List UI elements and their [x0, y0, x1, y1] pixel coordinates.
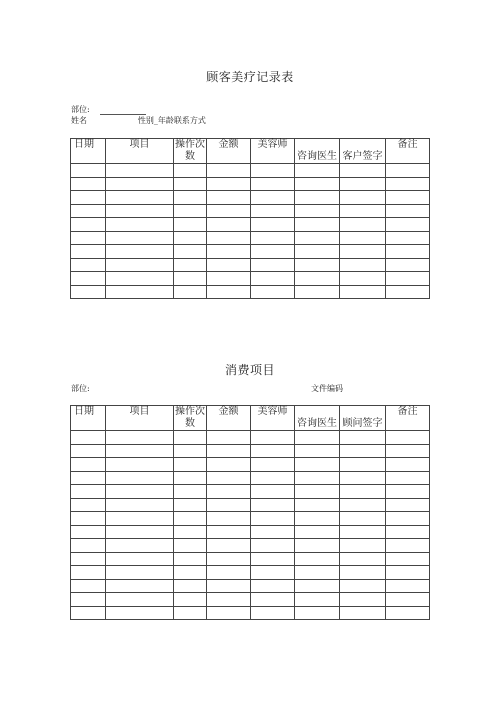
table-row — [71, 485, 430, 499]
table-cell[interactable] — [340, 579, 386, 593]
table-cell[interactable] — [340, 498, 386, 512]
table-cell[interactable] — [71, 231, 106, 245]
table-cell[interactable] — [174, 285, 207, 299]
table-row — [71, 552, 430, 566]
table-cell[interactable] — [295, 566, 340, 580]
form1-header-count: 操作次数 — [175, 139, 205, 162]
table-cell[interactable] — [71, 593, 106, 607]
table-cell[interactable] — [251, 444, 295, 458]
table-cell[interactable] — [251, 258, 295, 272]
table-cell[interactable] — [106, 606, 174, 620]
table-row — [71, 566, 430, 580]
table-cell[interactable] — [71, 566, 106, 580]
table-cell[interactable] — [340, 539, 386, 553]
form1-header-notes: 备注 — [386, 139, 430, 164]
table-cell[interactable] — [295, 485, 340, 499]
form2-header-notes: 备注 — [386, 406, 430, 431]
table-row — [71, 498, 430, 512]
table-cell[interactable] — [174, 218, 207, 232]
table-cell[interactable] — [386, 593, 430, 607]
table-cell[interactable] — [251, 164, 295, 178]
table-cell[interactable] — [174, 258, 207, 272]
table-cell[interactable] — [386, 498, 430, 512]
table-cell[interactable] — [174, 458, 207, 472]
table-cell[interactable] — [71, 431, 106, 445]
table-row — [71, 471, 430, 485]
table-row — [71, 512, 430, 526]
table-cell[interactable] — [386, 164, 430, 178]
table-cell[interactable] — [174, 191, 207, 205]
table-cell[interactable] — [295, 539, 340, 553]
table-cell[interactable] — [71, 498, 106, 512]
table-row — [71, 204, 430, 218]
table-cell[interactable] — [340, 218, 386, 232]
table-cell[interactable] — [340, 231, 386, 245]
table-cell[interactable] — [174, 539, 207, 553]
table-cell[interactable] — [295, 285, 340, 299]
table-cell[interactable] — [207, 204, 251, 218]
table-row — [71, 579, 430, 593]
form2-table — [70, 405, 430, 620]
table-cell[interactable] — [295, 231, 340, 245]
form1-header-date: 日期 — [71, 139, 106, 164]
table-cell[interactable] — [71, 606, 106, 620]
table-cell[interactable] — [251, 218, 295, 232]
table-cell[interactable] — [386, 231, 430, 245]
table-cell[interactable] — [71, 539, 106, 553]
table-cell[interactable] — [295, 471, 340, 485]
table-cell[interactable] — [207, 218, 251, 232]
table-cell[interactable] — [106, 444, 174, 458]
table-cell[interactable] — [71, 285, 106, 299]
form1-info-line: 姓名 性别_年龄联系方式 — [71, 116, 206, 125]
table-cell[interactable] — [207, 512, 251, 526]
table-row — [71, 606, 430, 620]
table-cell[interactable] — [340, 164, 386, 178]
table-cell[interactable] — [106, 431, 174, 445]
table-cell[interactable] — [340, 204, 386, 218]
table-cell[interactable] — [207, 245, 251, 259]
table-cell[interactable] — [340, 525, 386, 539]
form1-header-beautician: 美容师 — [251, 139, 295, 164]
table-cell[interactable] — [340, 431, 386, 445]
form1-header-item: 项目 — [106, 139, 174, 164]
table-cell[interactable] — [386, 272, 430, 286]
table-cell[interactable] — [340, 245, 386, 259]
table-cell[interactable] — [295, 164, 340, 178]
table-cell[interactable] — [174, 444, 207, 458]
table-cell[interactable] — [106, 177, 174, 191]
form1-header-amount: 金额 — [207, 139, 251, 164]
table-row — [71, 218, 430, 232]
table-cell[interactable] — [386, 525, 430, 539]
table-cell[interactable] — [207, 593, 251, 607]
table-row — [71, 431, 430, 445]
table-cell[interactable] — [71, 204, 106, 218]
table-cell[interactable] — [207, 498, 251, 512]
table-cell[interactable] — [251, 204, 295, 218]
table-cell[interactable] — [251, 458, 295, 472]
table-cell[interactable] — [106, 579, 174, 593]
table-cell[interactable] — [174, 593, 207, 607]
table-cell[interactable] — [340, 177, 386, 191]
table-cell[interactable] — [386, 579, 430, 593]
table-cell[interactable] — [71, 458, 106, 472]
table-cell[interactable] — [71, 272, 106, 286]
table-cell[interactable] — [386, 431, 430, 445]
form1-title: 顾客美疗记录表 — [206, 70, 294, 84]
form1-dept-line — [71, 104, 146, 115]
table-cell[interactable] — [251, 245, 295, 259]
table-cell[interactable] — [340, 471, 386, 485]
table-cell[interactable] — [386, 458, 430, 472]
table-cell[interactable] — [174, 498, 207, 512]
table-cell[interactable] — [71, 579, 106, 593]
table-cell[interactable] — [207, 431, 251, 445]
table-row — [71, 539, 430, 553]
table-cell[interactable] — [106, 498, 174, 512]
table-cell[interactable] — [207, 579, 251, 593]
table-cell[interactable] — [207, 458, 251, 472]
table-cell[interactable] — [174, 231, 207, 245]
table-cell[interactable] — [340, 272, 386, 286]
table-cell[interactable] — [106, 566, 174, 580]
table-cell[interactable] — [71, 245, 106, 259]
table-cell[interactable] — [251, 512, 295, 526]
form2-header-count: 操作次数 — [175, 406, 205, 429]
table-cell[interactable] — [71, 471, 106, 485]
table-cell[interactable] — [174, 245, 207, 259]
table-cell[interactable] — [207, 164, 251, 178]
table-cell[interactable] — [251, 177, 295, 191]
table-row — [71, 258, 430, 272]
table-cell[interactable] — [386, 606, 430, 620]
table-cell[interactable] — [174, 204, 207, 218]
table-cell[interactable] — [174, 485, 207, 499]
table-row — [71, 285, 430, 299]
table-cell[interactable] — [386, 444, 430, 458]
form2-header-item: 项目 — [106, 406, 174, 431]
table-cell[interactable] — [251, 498, 295, 512]
table-cell[interactable] — [386, 245, 430, 259]
table-cell[interactable] — [340, 606, 386, 620]
table-row — [71, 593, 430, 607]
table-row — [71, 191, 430, 205]
table-cell[interactable] — [251, 272, 295, 286]
table-cell[interactable] — [106, 525, 174, 539]
table-cell[interactable] — [295, 191, 340, 205]
table-cell[interactable] — [386, 539, 430, 553]
table-cell[interactable] — [174, 579, 207, 593]
table-cell[interactable] — [71, 218, 106, 232]
table-cell[interactable] — [106, 245, 174, 259]
table-cell[interactable] — [386, 204, 430, 218]
table-cell[interactable] — [71, 552, 106, 566]
table-cell[interactable] — [295, 272, 340, 286]
table-cell[interactable] — [295, 258, 340, 272]
table-row — [71, 272, 430, 286]
table-cell[interactable] — [295, 593, 340, 607]
table-cell[interactable] — [295, 177, 340, 191]
form2-file-code-label: 文件编码 — [311, 384, 343, 393]
table-cell[interactable] — [295, 498, 340, 512]
form2-header-date: 日期 — [71, 406, 106, 431]
table-cell[interactable] — [251, 431, 295, 445]
form1-dept-blank — [100, 106, 146, 115]
table-cell[interactable] — [251, 485, 295, 499]
table-cell[interactable] — [340, 191, 386, 205]
table-cell[interactable] — [207, 525, 251, 539]
table-cell[interactable] — [251, 539, 295, 553]
form1-table — [70, 138, 430, 299]
table-cell[interactable] — [71, 258, 106, 272]
table-cell[interactable] — [106, 231, 174, 245]
table-cell[interactable] — [340, 512, 386, 526]
table-cell[interactable] — [71, 164, 106, 178]
table-cell[interactable] — [106, 191, 174, 205]
table-cell[interactable] — [386, 177, 430, 191]
table-cell[interactable] — [251, 552, 295, 566]
table-cell[interactable] — [386, 512, 430, 526]
table-cell[interactable] — [106, 552, 174, 566]
table-cell[interactable] — [251, 566, 295, 580]
table-cell[interactable] — [174, 525, 207, 539]
table-cell[interactable] — [386, 485, 430, 499]
form1-header-row — [71, 139, 430, 164]
table-cell[interactable] — [295, 218, 340, 232]
table-cell[interactable] — [207, 258, 251, 272]
table-cell[interactable] — [295, 458, 340, 472]
table-cell[interactable] — [295, 579, 340, 593]
table-cell[interactable] — [386, 258, 430, 272]
table-cell[interactable] — [207, 566, 251, 580]
table-cell[interactable] — [106, 485, 174, 499]
table-cell[interactable] — [340, 285, 386, 299]
table-cell[interactable] — [174, 272, 207, 286]
form2-header-row — [71, 406, 430, 431]
table-cell[interactable] — [71, 485, 106, 499]
table-cell[interactable] — [174, 177, 207, 191]
table-cell[interactable] — [340, 444, 386, 458]
form2-header-signature: 顾问签字 — [340, 406, 386, 431]
table-cell[interactable] — [106, 471, 174, 485]
table-cell[interactable] — [251, 579, 295, 593]
table-cell[interactable] — [295, 245, 340, 259]
table-cell[interactable] — [106, 285, 174, 299]
table-cell[interactable] — [386, 218, 430, 232]
table-cell[interactable] — [106, 164, 174, 178]
table-cell[interactable] — [207, 552, 251, 566]
table-row — [71, 444, 430, 458]
table-cell[interactable] — [386, 471, 430, 485]
table-row — [71, 458, 430, 472]
table-cell[interactable] — [174, 566, 207, 580]
table-cell[interactable] — [251, 191, 295, 205]
table-cell[interactable] — [174, 552, 207, 566]
table-cell[interactable] — [174, 606, 207, 620]
table-cell[interactable] — [207, 285, 251, 299]
table-cell[interactable] — [295, 204, 340, 218]
table-cell[interactable] — [295, 431, 340, 445]
table-cell[interactable] — [295, 606, 340, 620]
form1-dept-label: 部位: — [71, 105, 90, 114]
table-cell[interactable] — [251, 606, 295, 620]
table-cell[interactable] — [207, 177, 251, 191]
table-cell[interactable] — [207, 485, 251, 499]
table-cell[interactable] — [106, 593, 174, 607]
form2-header-amount: 金额 — [207, 406, 251, 431]
table-cell[interactable] — [386, 191, 430, 205]
table-cell[interactable] — [340, 258, 386, 272]
form2-header-beautician: 美容师 — [251, 406, 295, 431]
form1-header-doctor: 咨询医生 — [295, 139, 340, 164]
table-cell[interactable] — [295, 512, 340, 526]
table-cell[interactable] — [106, 512, 174, 526]
table-cell[interactable] — [386, 285, 430, 299]
form2-title: 消费项目 — [224, 363, 275, 377]
table-cell[interactable] — [340, 566, 386, 580]
form2-dept-label: 部位: — [71, 384, 90, 393]
table-cell[interactable] — [106, 204, 174, 218]
table-cell[interactable] — [295, 525, 340, 539]
table-cell[interactable] — [106, 272, 174, 286]
table-cell[interactable] — [295, 444, 340, 458]
table-cell[interactable] — [71, 525, 106, 539]
table-cell[interactable] — [251, 285, 295, 299]
table-cell[interactable] — [340, 485, 386, 499]
table-row — [71, 231, 430, 245]
table-row — [71, 164, 430, 178]
table-cell[interactable] — [174, 164, 207, 178]
table-cell[interactable] — [340, 552, 386, 566]
table-row — [71, 245, 430, 259]
table-cell[interactable] — [251, 231, 295, 245]
table-cell[interactable] — [251, 525, 295, 539]
table-cell[interactable] — [106, 258, 174, 272]
table-cell[interactable] — [174, 471, 207, 485]
table-cell[interactable] — [207, 191, 251, 205]
table-cell[interactable] — [251, 471, 295, 485]
table-cell[interactable] — [251, 593, 295, 607]
table-cell[interactable] — [386, 552, 430, 566]
table-cell[interactable] — [295, 552, 340, 566]
table-cell[interactable] — [207, 231, 251, 245]
table-cell[interactable] — [207, 444, 251, 458]
table-cell[interactable] — [207, 606, 251, 620]
table-cell[interactable] — [174, 431, 207, 445]
table-cell[interactable] — [106, 458, 174, 472]
form2-header-doctor: 咨询医生 — [295, 406, 340, 431]
form1-body — [71, 164, 430, 299]
table-row — [71, 177, 430, 191]
table-cell[interactable] — [106, 539, 174, 553]
table-cell[interactable] — [174, 512, 207, 526]
table-cell[interactable] — [207, 539, 251, 553]
table-cell[interactable] — [386, 566, 430, 580]
table-row — [71, 525, 430, 539]
table-cell[interactable] — [207, 272, 251, 286]
table-cell[interactable] — [71, 444, 106, 458]
table-cell[interactable] — [71, 191, 106, 205]
table-cell[interactable] — [106, 218, 174, 232]
table-cell[interactable] — [340, 593, 386, 607]
table-cell[interactable] — [207, 471, 251, 485]
form1-header-signature: 客户签字 — [340, 139, 386, 164]
table-cell[interactable] — [71, 177, 106, 191]
form2-body — [71, 431, 430, 620]
table-cell[interactable] — [71, 512, 106, 526]
table-cell[interactable] — [340, 458, 386, 472]
